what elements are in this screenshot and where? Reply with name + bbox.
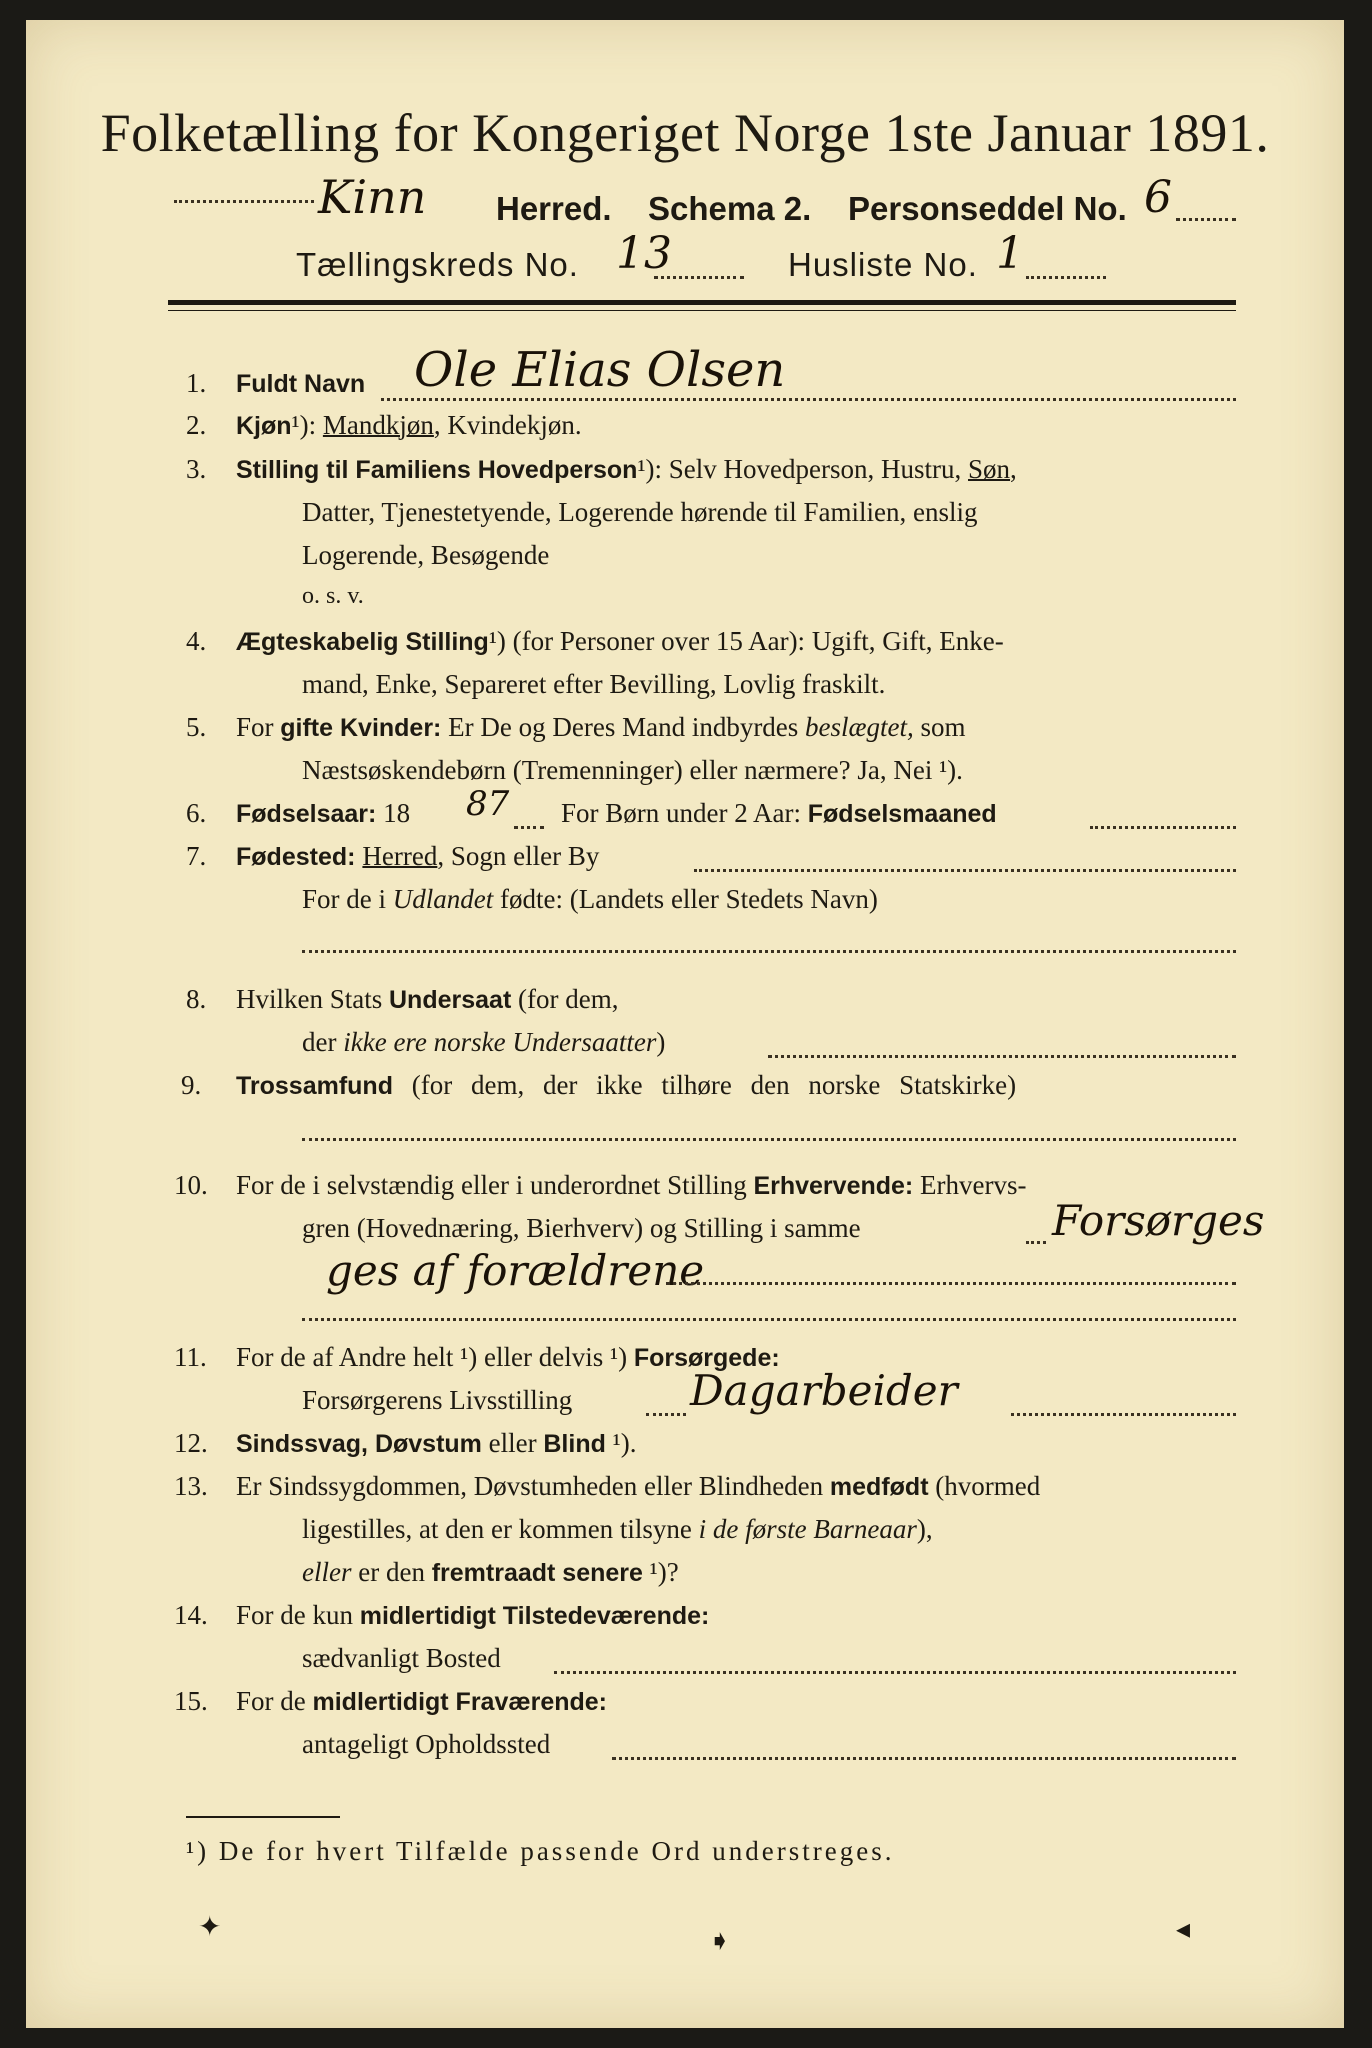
erhverv-value-2: ges af forældrene [326,1246,705,1295]
item-number: 1. [186,368,207,398]
item-9: Trossamfund (for dem, der ikke tilhøre den norske Statskirke) [236,1070,1017,1100]
erhverv-value-1: Forsørges [1052,1196,1265,1245]
item-3-stilling: Stilling til Familiens Hovedperson¹): Selv Hovedperson, Hustru, Søn, [236,454,1017,484]
fuldt-navn-value: Ole Elias Olsen [414,342,786,398]
item-5: For gifte Kvinder: Er De og Deres Mand indbyrdes beslægtet, som [236,712,966,742]
herred-label: Herred. [496,190,612,227]
personseddel-label: Personseddel No. [848,190,1127,227]
schema-label: Schema 2. [648,190,812,227]
item-13: Er Sindssygdommen, Døvstumheden eller Blindheden medfødt (hvormed [236,1471,1041,1501]
footnote-rule [186,1816,340,1818]
underlined-option: Mandkjøn [322,410,434,440]
registration-mark-left: ✦ [198,1910,222,1943]
registration-mark-center: ➧ [708,1924,732,1957]
item-6: Fødselsaar: 18 [236,798,411,828]
item-2-kjon: Kjøn¹): Mandkjøn, Kvindekjøn. [236,410,582,440]
taellingskreds-value: 13 [616,228,672,279]
item-7: Fødested: Herred, Sogn eller By [236,841,600,871]
form-title: Folketælling for Kongeriget Norge 1ste Januar 1891. [100,103,1270,163]
fodselsaar-value: 87 [466,784,510,824]
item-10: For de i selvstændig eller i underordnet Stilling Erhvervende: Erhvervs- [236,1170,1027,1200]
census-form-page: Folketælling for Kongeriget Norge 1ste Januar 1891. Kinn Herred. Schema 2. Personseddel No. 6 Tællingskreds No. 13 Husliste No. 1 1. Fuldt Navn Ole Elias Olsen 2. Kjøn¹): Mandkjøn, Kvindekjøn. 3. Stilling til Familiens Hovedperson¹): Selv Hovedperson, Hustru, Søn, Datter, Tjenestetyende, Logerende hørende til Familien, enslig Logerende, Besøgende o. s. v. 4. Ægteskabelig Stilling¹) (for Personer over 15 Aar): Ugift, Gift, Enke- mand, Enke, Separeret efter Bevilling, Lovlig fraskilt. 5. For gifte Kvinder: Er De og Deres Mand indbyrdes beslægtet, som Næstsøskendebørn (Tremenninger) eller nærmere? Ja, Nei ¹). 6. Fødselsaar: 18 87 For Børn under 2 Aar: Fødselsmaaned 7. Fødested: Herred, Sogn eller By For de i Udlandet fødte: (Landets eller Stedets Navn) 8. Hvilken Stats Undersaat (for dem, der ikke ere norske Undersaatter) 9. Trossamfund (for dem, der ikke tilhøre den norske Statskirke) 10. For de i selvstændig eller i underordnet Stilling Erhvervende: Erhvervs- gren (Hovednæring, Bierhverv) og Stilling i samme Forsørges ges af forældrene 11. For de af Andre helt ¹) eller delvis ¹) Forsørgede: Forsørgerens Livsstilling Dagarbeider 12. Sindssvag, Døvstum eller Blind ¹). 13. Er Sindssygdommen, Døvstumheden eller Blindheden medfødt (hvormed ligestilles, at den er kommen tilsyne i de første Barneaar), eller er den fremtraadt senere ¹)? 14. For de kun midlertidigt Tilstedeværende: sædvanligt Bosted 15. For de midlertidigt Fraværende: antageligt Opholdssted ¹) De for hvert Tilfælde passende Ord understreges. ✦ ➧ ◂ [26,20,1344,2028]
item-1-label: Fuldt Navn [236,370,366,398]
herred-value: Kinn [318,170,427,224]
husliste-label: Husliste No. [788,246,978,283]
registration-mark-right: ◂ [1176,1912,1191,1945]
item-14: For de kun midlertidigt Tilstedeværende: [236,1600,710,1630]
taellingskreds-label: Tællingskreds No. [296,246,579,283]
item-12: Sindssvag, Døvstum eller Blind ¹). [236,1428,637,1458]
husliste-value: 1 [996,228,1024,279]
herred-line [174,188,314,207]
header-rule [168,300,1236,305]
personseddel-value: 6 [1144,172,1172,223]
item-4: Ægteskabelig Stilling¹) (for Personer over 15 Aar): Ugift, Gift, Enke- [236,626,1004,656]
item-15: For de midlertidigt Fraværende: [236,1686,607,1716]
item-8: Hvilken Stats Undersaat (for dem, [236,984,619,1014]
footnote: ¹) De for hvert Tilfælde passende Ord understreges. [186,1836,895,1866]
forsorger-value: Dagarbeider [690,1366,958,1415]
item-11: For de af Andre helt ¹) eller delvis ¹) Forsørgede: [236,1342,780,1372]
